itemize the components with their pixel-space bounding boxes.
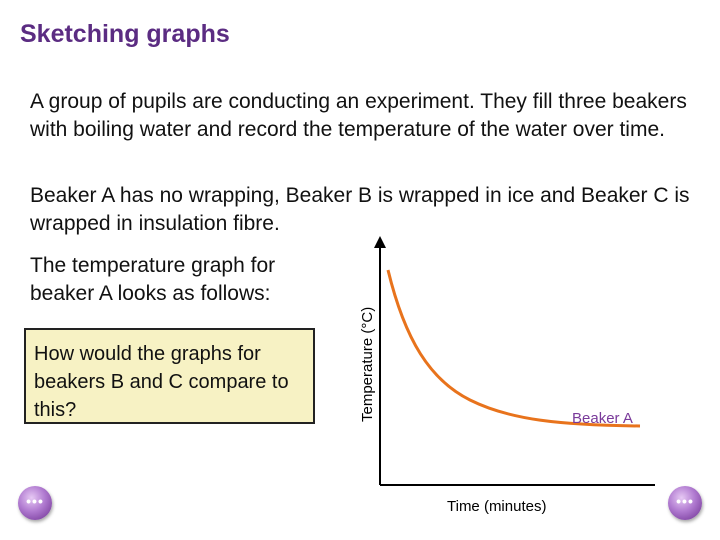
slide-title: Sketching graphs	[20, 20, 230, 48]
question-box: How would the graphs for beakers B and C compare to this?	[24, 328, 315, 424]
x-axis-label: Time (minutes)	[447, 498, 547, 515]
ellipsis-forward-icon[interactable]: •••	[668, 486, 702, 520]
y-axis-label: Temperature (°C)	[359, 306, 376, 422]
graph-intro-text: The temperature graph for beaker A looks as follows:	[30, 254, 276, 305]
intro-paragraph: A group of pupils are conducting an experiment. They fill three beakers with boiling water and record the temperature of the water over time.	[30, 90, 687, 141]
ellipsis-back-icon[interactable]: •••	[18, 486, 52, 520]
beaker-a-label: Beaker A	[572, 410, 633, 427]
beaker-a-curve	[388, 270, 640, 426]
beaker-description: Beaker A has no wrapping, Beaker B is wrapped in ice and Beaker C is wrapped in insulation fibre.	[30, 184, 690, 235]
